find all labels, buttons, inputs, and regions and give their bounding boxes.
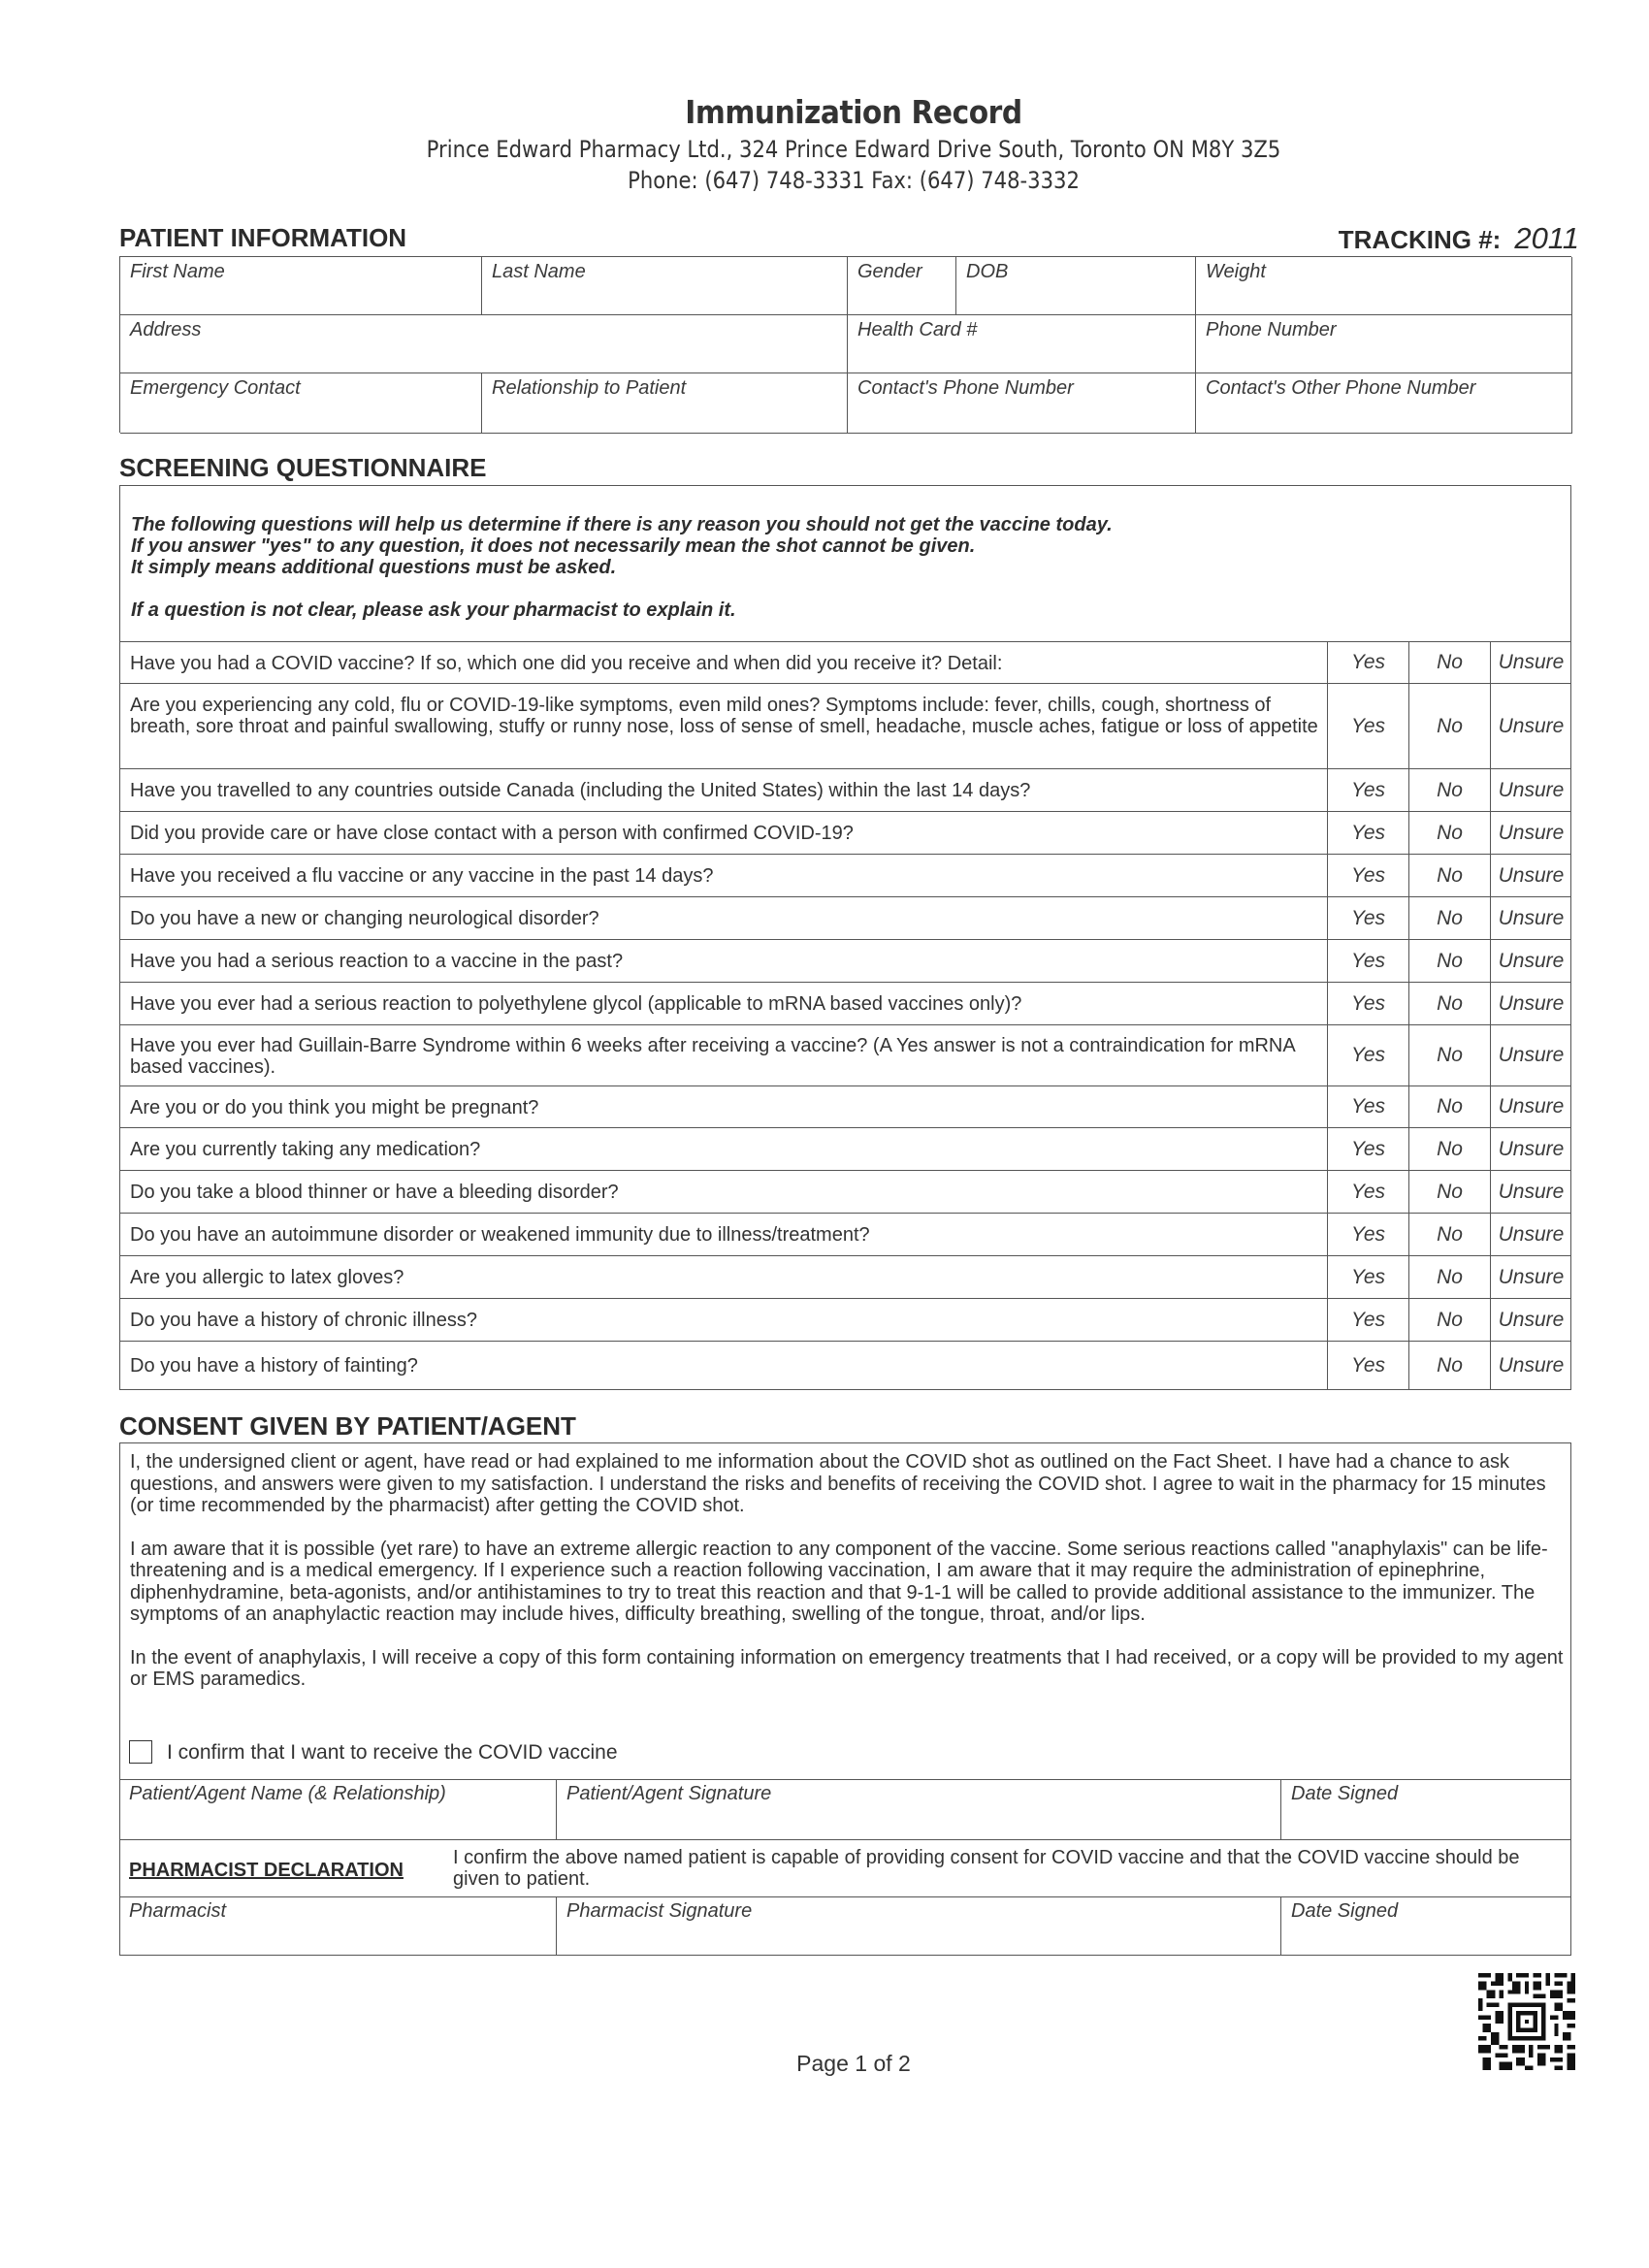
answer-unsure-option[interactable]: Unsure	[1490, 1171, 1571, 1213]
tracking-number	[1339, 221, 1579, 256]
pharmacist-date-signed-field[interactable]	[1280, 1896, 1571, 1956]
answer-unsure-option[interactable]: Unsure	[1490, 897, 1571, 939]
phone-number-label: Phone Number	[1206, 319, 1337, 340]
answer-no-option[interactable]: No	[1408, 1025, 1490, 1085]
answer-yes-option[interactable]: Yes	[1327, 1214, 1408, 1255]
answer-yes-option[interactable]: Yes	[1327, 1086, 1408, 1127]
intro-note: If a question is not clear, please ask your pharmacist to explain it.	[131, 599, 736, 621]
address-label: Address	[130, 319, 202, 340]
pharmacist-name-field[interactable]	[119, 1896, 556, 1956]
consent-paragraph: I am aware that it is possible (yet rare) to have an extreme allergic reaction to any component of the vaccine. Some serious reactions called "anaphylaxis" can be life-threatening and is a medical emergency. If I experience such a reaction following vaccination, I am aware that it may require the administration of epinephrine, diphenhydramine, beta-agonists, and/or antihistamines to try to treat this reaction and that 9-1-1 will be called to provide additional assistance to the immunizer. The symptoms of an anaphylactic reaction may include hives, difficulty breathing, swelling of the tongue, throat, and/or lips.	[130, 1538, 1548, 1625]
answer-unsure-option[interactable]: Unsure	[1490, 769, 1571, 811]
confirm-vaccine-label: I confirm that I want to receive the COVID vaccine	[167, 1741, 618, 1764]
aztec-code-icon	[1478, 1973, 1575, 2070]
question-text: Are you allergic to latex gloves?	[130, 1267, 404, 1288]
question-row	[119, 812, 1571, 855]
answer-unsure-option[interactable]: Unsure	[1490, 684, 1571, 768]
question-row	[119, 940, 1571, 983]
patient-agent-name-label: Patient/Agent Name (& Relationship)	[129, 1783, 446, 1804]
answer-no-option[interactable]: No	[1408, 1128, 1490, 1170]
divider	[119, 1839, 1571, 1840]
answer-yes-option[interactable]: Yes	[1327, 1299, 1408, 1341]
answer-yes-option[interactable]: Yes	[1327, 855, 1408, 896]
question-text: Have you had a COVID vaccine? If so, which one did you receive and when did you receive it? Detail:	[130, 653, 1003, 674]
answer-no-option[interactable]: No	[1408, 1256, 1490, 1298]
question-row	[119, 1214, 1571, 1256]
contact-phone-label: Contact's Phone Number	[857, 377, 1074, 399]
question-text: Have you ever had a serious reaction to polyethylene glycol (applicable to mRNA based vaccines only)?	[130, 993, 1022, 1015]
answer-yes-option[interactable]: Yes	[1327, 769, 1408, 811]
patient-date-signed-field[interactable]	[1280, 1779, 1571, 1839]
address-field[interactable]	[120, 315, 848, 373]
answer-no-option[interactable]: No	[1408, 1299, 1490, 1341]
patient-agent-signature-field[interactable]	[556, 1779, 1280, 1839]
question-row	[119, 1342, 1571, 1389]
question-text: Have you travelled to any countries outside Canada (including the United States) within the last 14 days?	[130, 780, 1031, 801]
confirm-vaccine-checkbox[interactable]	[129, 1740, 152, 1764]
dob-label: DOB	[966, 261, 1009, 282]
answer-yes-option[interactable]: Yes	[1327, 1128, 1408, 1170]
answer-unsure-option[interactable]: Unsure	[1490, 642, 1571, 683]
answer-unsure-option[interactable]: Unsure	[1490, 940, 1571, 982]
dob-field[interactable]	[956, 257, 1196, 315]
consent-paragraph: In the event of anaphylaxis, I will receive a copy of this form containing information on emergency treatments that I had received, or a copy will be provided to my agent or EMS paramedics.	[130, 1646, 1564, 1690]
emergency-contact-field[interactable]	[120, 373, 482, 434]
answer-no-option[interactable]: No	[1408, 897, 1490, 939]
answer-yes-option[interactable]: Yes	[1327, 1342, 1408, 1389]
pharmacist-signature-field[interactable]	[556, 1896, 1280, 1956]
answer-unsure-option[interactable]: Unsure	[1490, 1086, 1571, 1127]
gender-field[interactable]	[848, 257, 956, 315]
answer-no-option[interactable]: No	[1408, 940, 1490, 982]
question-row	[119, 1299, 1571, 1342]
patient-info-heading: PATIENT INFORMATION	[119, 223, 407, 252]
contact-other-phone-field[interactable]	[1196, 373, 1572, 434]
patient-agent-name-field[interactable]	[119, 1779, 556, 1839]
question-text: Are you currently taking any medication?	[130, 1139, 481, 1160]
pharmacist-declaration-text: I confirm the above named patient is capable of providing consent for COVID vaccine and that the COVID vaccine should be given to patient.	[453, 1847, 1520, 1890]
emergency-contact-label: Emergency Contact	[130, 377, 301, 399]
answer-unsure-option[interactable]: Unsure	[1490, 855, 1571, 896]
question-text: Did you provide care or have close contact with a person with confirmed COVID-19?	[130, 823, 854, 844]
relationship-field[interactable]	[482, 373, 848, 434]
screening-intro	[131, 514, 1113, 621]
patient-info-table	[119, 256, 1571, 433]
answer-yes-option[interactable]: Yes	[1327, 983, 1408, 1024]
question-row	[119, 1171, 1571, 1214]
answer-unsure-option[interactable]: Unsure	[1490, 812, 1571, 854]
answer-unsure-option[interactable]: Unsure	[1490, 983, 1571, 1024]
first-name-field[interactable]	[120, 257, 482, 315]
answer-unsure-option[interactable]: Unsure	[1490, 1128, 1571, 1170]
answer-unsure-option[interactable]: Unsure	[1490, 1214, 1571, 1255]
question-row	[119, 642, 1571, 684]
consent-paragraph: I, the undersigned client or agent, have read or had explained to me information about the COVID shot as outlined on the Fact Sheet. I have had a chance to ask questions, and answers were given to my satisfaction. I understand the risks and benefits of receiving the COVID shot. I agree to wait in the pharmacy for 15 minutes (or time recommended by the pharmacist) after getting the COVID shot.	[130, 1451, 1546, 1516]
consent-heading: CONSENT GIVEN BY PATIENT/AGENT	[119, 1411, 576, 1441]
answer-no-option[interactable]: No	[1408, 769, 1490, 811]
pharmacist-signature-label: Pharmacist Signature	[566, 1900, 753, 1922]
question-text: Do you have a history of chronic illness?	[130, 1310, 477, 1331]
answer-yes-option[interactable]: Yes	[1327, 1025, 1408, 1085]
question-row	[119, 983, 1571, 1025]
intro-line: It simply means additional questions must be asked.	[131, 557, 617, 578]
answer-unsure-option[interactable]: Unsure	[1490, 1025, 1571, 1085]
question-row	[119, 1025, 1571, 1086]
screening-heading: SCREENING QUESTIONNAIRE	[119, 453, 487, 482]
last-name-label: Last Name	[492, 261, 586, 282]
question-row	[119, 897, 1571, 940]
question-text: Do you have an autoimmune disorder or weakened immunity due to illness/treatment?	[130, 1224, 870, 1246]
answer-unsure-option[interactable]: Unsure	[1490, 1256, 1571, 1298]
question-text: Do you take a blood thinner or have a bleeding disorder?	[130, 1182, 619, 1203]
question-row	[119, 684, 1571, 769]
patient-date-signed-label: Date Signed	[1291, 1783, 1399, 1804]
pharmacist-name-label: Pharmacist	[129, 1900, 227, 1922]
tracking-label: TRACKING #:	[1338, 225, 1502, 254]
answer-yes-option[interactable]: Yes	[1327, 897, 1408, 939]
answer-yes-option[interactable]: Yes	[1327, 1171, 1408, 1213]
question-text: Are you experiencing any cold, flu or COVID-19-like symptoms, even mild ones? Symptoms include: fever, chills, cough, shortness of breath, sore throat and painful swallowing, stuffy or runny nose, loss of sense of smell, headache, muscle aches, fatigue or loss of appetite	[130, 695, 1318, 737]
intro-line: The following questions will help us determine if there is any reason you should not get the vaccine today.	[131, 514, 1113, 535]
patient-agent-signature-label: Patient/Agent Signature	[566, 1783, 772, 1804]
answer-no-option[interactable]: No	[1408, 855, 1490, 896]
question-row	[119, 1256, 1571, 1299]
question-row	[119, 855, 1571, 897]
answer-yes-option[interactable]: Yes	[1327, 812, 1408, 854]
answer-yes-option[interactable]: Yes	[1327, 940, 1408, 982]
answer-no-option[interactable]: No	[1408, 1086, 1490, 1127]
question-text: Do you have a history of fainting?	[130, 1355, 418, 1377]
answer-no-option[interactable]: No	[1408, 684, 1490, 768]
contact-other-phone-label: Contact's Other Phone Number	[1206, 377, 1476, 399]
question-row	[119, 769, 1571, 812]
weight-label: Weight	[1206, 261, 1266, 282]
health-card-field[interactable]	[848, 315, 1196, 373]
answer-unsure-option[interactable]: Unsure	[1490, 1342, 1571, 1389]
answer-yes-option[interactable]: Yes	[1327, 1256, 1408, 1298]
phone-number-field[interactable]	[1196, 315, 1572, 373]
answer-yes-option[interactable]: Yes	[1327, 642, 1408, 683]
gender-label: Gender	[857, 261, 922, 282]
health-card-label: Health Card #	[857, 319, 978, 340]
page-number: Page 1 of 2	[796, 2051, 911, 2076]
weight-field[interactable]	[1196, 257, 1572, 315]
last-name-field[interactable]	[482, 257, 848, 315]
tracking-value: 2011	[1514, 221, 1579, 255]
answer-no-option[interactable]: No	[1408, 1171, 1490, 1213]
pharmacist-date-signed-label: Date Signed	[1291, 1900, 1399, 1922]
answer-no-option[interactable]: No	[1408, 812, 1490, 854]
answer-yes-option[interactable]: Yes	[1327, 684, 1408, 768]
intro-line: If you answer "yes" to any question, it does not necessarily mean the shot cannot be given.	[131, 535, 976, 557]
question-row	[119, 1086, 1571, 1128]
answer-no-option[interactable]: No	[1408, 983, 1490, 1024]
answer-unsure-option[interactable]: Unsure	[1490, 1299, 1571, 1341]
contact-phone-field[interactable]	[848, 373, 1196, 434]
question-text: Have you ever had Guillain-Barre Syndrome within 6 weeks after receiving a vaccine? (A Yes answer is not a contraindication for mRNA based vaccines).	[130, 1035, 1295, 1078]
relationship-label: Relationship to Patient	[492, 377, 687, 399]
consent-paragraphs	[130, 1451, 1566, 1712]
question-text: Have you had a serious reaction to a vaccine in the past?	[130, 951, 624, 972]
document-title: Immunization Record	[685, 93, 1022, 131]
answer-no-option[interactable]: No	[1408, 642, 1490, 683]
first-name-label: First Name	[130, 261, 225, 282]
question-text: Have you received a flu vaccine or any vaccine in the past 14 days?	[130, 865, 714, 887]
pharmacy-address: Prince Edward Pharmacy Ltd., 324 Prince Edward Drive South, Toronto ON M8Y 3Z5	[426, 136, 1281, 163]
answer-no-option[interactable]: No	[1408, 1342, 1490, 1389]
pharmacist-declaration-label: PHARMACIST DECLARATION	[129, 1860, 404, 1881]
question-row	[119, 1128, 1571, 1171]
pharmacy-contact: Phone: (647) 748-3331 Fax: (647) 748-3332	[628, 167, 1080, 194]
answer-no-option[interactable]: No	[1408, 1214, 1490, 1255]
question-text: Do you have a new or changing neurological disorder?	[130, 908, 599, 929]
question-text: Are you or do you think you might be pregnant?	[130, 1097, 539, 1118]
